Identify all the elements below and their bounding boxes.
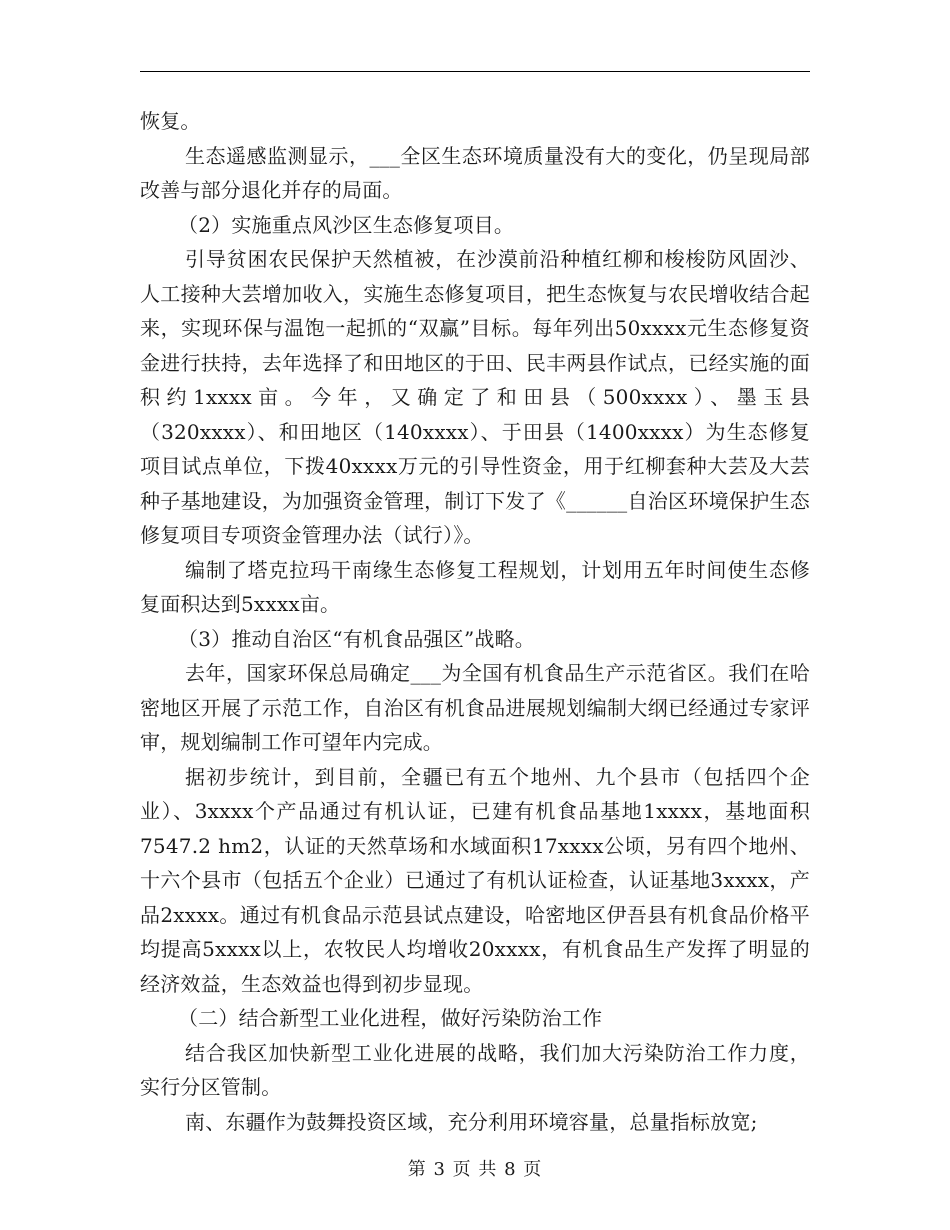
page-footer: 第 3 页 共 8 页 (407, 1159, 543, 1180)
body-paragraph: 恢复。 (140, 109, 201, 133)
body-paragraph: 去年，国家环保总局确定___为全国有机食品生产示范省区。我们在哈密地区开展了示范工作，自治区有机食品进展规划编制大纲已经通过专家评审，规划编制工作可望年内完成。 (140, 661, 810, 754)
header-rule (140, 71, 810, 72)
body-paragraph: 据初步统计，到目前，全疆已有五个地州、九个县市（包括四个企业）、3xxxx个产品通过有机认证，已建有机食品基地1xxxx，基地面积7547.2 hm2，认证的天然草场和水域面积17xxxx公顷，另有四个地州、十六个县市（包括五个企业）已通过了有机认证检查，认证基地3xxxx，产品2xxxx。通过有机食品示范县试点建设，哈密地区伊吾县有机食品价格平均提高5xxxx以上，农牧民人均增收20xxxx，有机食品生产发挥了明显的经济效益，生态效益也得到初步显现。 (140, 764, 810, 996)
body-paragraph: 编制了塔克拉玛干南缘生态修复工程规划，计划用五年时间使生态修复面积达到5xxxx亩。 (140, 557, 810, 616)
body-paragraph: 生态遥感监测显示，___全区生态环境质量没有大的变化，仍呈现局部改善与部分退化并存的局面。 (140, 143, 810, 202)
section-heading: （2）实施重点风沙区生态修复项目。 (178, 212, 515, 237)
document-body (140, 104, 810, 1139)
body-paragraph: 结合我区加快新型工业化进展的战略，我们加大污染防治工作力度，实行分区管制。 (140, 1040, 810, 1099)
section-heading: （二）结合新型工业化进程，做好污染防治工作 (178, 1006, 603, 1030)
body-paragraph: 引导贫困农民保护天然植被，在沙漠前沿种植红柳和梭梭防风固沙、人工接种大芸增加收入，实施生态修复项目，把生态恢复与农民增收结合起来，实现环保与温饱一起抓的“双赢”目标。每年列出50xxxx元生态修复资金进行扶持，去年选择了和田地区的于田、民丰两县作试点，已经实施的面积约1xxxx亩。今年，又确定了和田县（500xxxx）、墨玉县（320xxxx）、和田地区（140xxxx）、于田县（1400xxxx）为生态修复项目试点单位，下拨40xxxx万元的引导性资金，用于红柳套种大芸及大芸种子基地建设，为加强资金管理，制订下发了《______自治区环境保护生态修复项目专项资金管理办法（试行）》。 (140, 247, 810, 547)
section-heading: （3）推动自治区“有机食品强区”战略。 (178, 626, 535, 651)
body-paragraph: 南、东疆作为鼓舞投资区域，充分利用环境容量，总量指标放宽; (185, 1109, 758, 1134)
